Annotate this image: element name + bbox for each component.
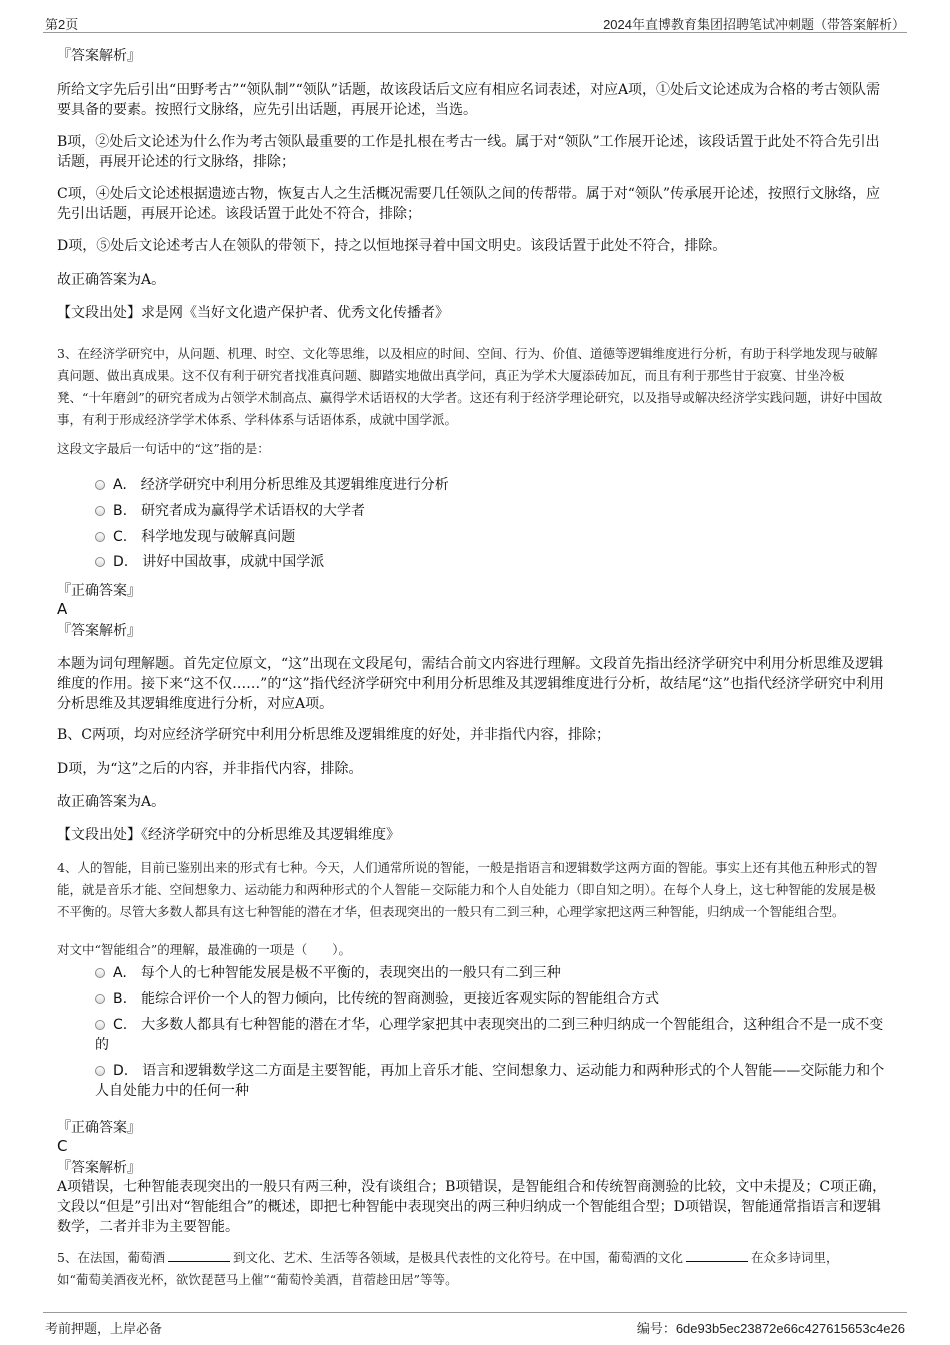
source-citation: 【文段出处】求是网《当好文化遗产保护者、优秀文化传播者》: [57, 305, 449, 321]
page-footer: [43, 1312, 907, 1337]
analysis-paragraph: 所给文字先后引出“田野考古”“领队制”“领队”话题，故该段话后文应有相应名词表述，对应A项，①处后文论述成为合格的考古领队需要具备的要素。按照行文脉络，应先引出话题，再展开论述，当选。: [57, 82, 881, 118]
conclusion: 故正确答案为A。: [57, 794, 166, 810]
analysis-label: 『答案解析』: [57, 623, 141, 639]
radio-button[interactable]: [95, 1066, 105, 1076]
option-d[interactable]: D. 讲好中国故事，成就中国学派: [95, 552, 885, 572]
option-b[interactable]: B. 研究者成为赢得学术话语权的大学者: [95, 501, 885, 521]
radio-button[interactable]: [95, 532, 105, 542]
page-header: [43, 10, 907, 33]
radio-button[interactable]: [95, 968, 105, 978]
option-c[interactable]: C. 科学地发现与破解真问题: [95, 527, 885, 547]
correct-answer-label: 『正确答案』: [57, 1120, 141, 1136]
option-b[interactable]: B. 能综合评价一个人的智力倾向，比传统的智商测验，更接近客观实际的智能组合方式: [95, 989, 885, 1009]
option-a[interactable]: A. 经济学研究中利用分析思维及其逻辑维度进行分析: [95, 475, 885, 495]
radio-button[interactable]: [95, 480, 105, 490]
radio-button[interactable]: [95, 557, 105, 567]
question-stem: 3、在经济学研究中，从问题、机理、时空、文化等思维，以及相应的时间、空间、行为、价值、道德等逻辑维度进行分析，有助于科学地发现与破解真问题、做出真成果。这不仅有利于研究者找准真问题、脚踏实地做出真学问，真正为学术大厦添砖加瓦，而且有利于那些甘于寂寞、甘坐冷板凳、“十年磨剑”的研究者成为占领学术制高点、赢得学术话语权的大学者。这还有利于经济学理论研究，以及指导或解决经济学实践问题，讲好中国故事，有利于形成经济学学术体系、学科体系与话语体系，成就中国学派。: [57, 346, 883, 427]
analysis-paragraph: C项，④处后文论述根据遗迹古物，恢复古人之生活概况需要几任领队之间的传帮带。属于对“领队”传承展开论述，按照行文脉络，应先引出话题，再展开论述。该段话置于此处不符合，排除；: [57, 186, 881, 222]
analysis-label: 『答案解析』: [57, 48, 141, 64]
analysis-paragraph: A项错误，七种智能表现突出的一般只有两三种，没有谈组合；B项错误，是智能组合和传统智商测验的比较，文中未提及；C项正确，文段以“但是”引出对“智能组合”的概述，即把七种智能中表现突出的两三种归纳成一个智能组合型；D项错误，智能通常指语言和逻辑数学，二者并非为主要智能。: [57, 1179, 887, 1235]
question-stem: 4、人的智能，目前已鉴别出来的形式有七种。今天，人们通常所说的智能，一般是指语言和逻辑数学这两方面的智能。事实上还有其他五种形式的智能，就是音乐才能、空间想象力、运动能力和两种形式的个人智能－交际能力和个人自处能力（即自知之明）。在每个人身上，这七种智能的发展是极不平衡的。尽管大多数人都具有这七种智能的潜在才华，但表现突出的一般只有二到三种，心理学家把这两三种智能，归纳成一个智能组合型。: [57, 860, 878, 919]
document-title: 2024年直博教育集团招聘笔试冲刺题（带答案解析）: [603, 17, 905, 32]
footer-slogan: 考前押题，上岸必备: [45, 1321, 163, 1336]
analysis-paragraph: B项，②处后文论述为什么作为考古领队最重要的工作是扎根在考古一线。属于对“领队”工作展开论述，该段话置于此处不符合先引出话题，再展开论述的行文脉络，排除；: [57, 134, 880, 170]
analysis-paragraph: 本题为词句理解题。首先定位原文，“这”出现在文段尾句，需结合前文内容进行理解。文段首先指出经济学研究中利用分析思维及逻辑维度的作用。接下来“这不仅……”的“这”指代经济学研究中利用分析思维及其逻辑维度进行分析，故结尾“这”也指代经济学研究中利用分析思维及其逻辑维度进行分析，对应A项。: [57, 656, 884, 712]
radio-button[interactable]: [95, 1020, 105, 1030]
question-prompt: 对文中“智能组合”的理解，最准确的一项是（ ）。: [57, 942, 352, 957]
source-citation: 【文段出处】《经济学研究中的分析思维及其逻辑维度》: [57, 827, 400, 843]
correct-answer-label: 『正确答案』: [57, 583, 141, 599]
blank-2: [686, 1249, 748, 1262]
question-stem: 5、在法国，葡萄酒 到文化、艺术、生活等各领域，是极具代表性的文化符号。在中国，葡萄酒的文化 在众多诗词里， 如“葡萄美酒夜光杯，欲饮琵琶马上催”“葡萄怜美酒，苜蓿趁田居”等等。: [57, 1250, 839, 1287]
option-d[interactable]: D. 语言和逻辑数学这二方面是主要智能，再加上音乐才能、空间想象力、运动能力和两种形式的个人智能——交际能力和个人自处能力中的任何一种: [95, 1063, 885, 1099]
blank-1: [168, 1249, 230, 1262]
option-a[interactable]: A. 每个人的七种智能发展是极不平衡的，表现突出的一般只有二到三种: [95, 963, 885, 983]
analysis-paragraph: B、C两项，均对应经济学研究中利用分析思维及逻辑维度的好处，并非指代内容，排除；: [57, 727, 610, 743]
question-prompt: 这段文字最后一句话中的“这”指的是：: [57, 441, 270, 456]
analysis-paragraph: D项，⑤处后文论述考古人在领队的带领下，持之以恒地探寻着中国文明史。该段话置于此处不符合，排除。: [57, 238, 727, 254]
conclusion: 故正确答案为A。: [57, 272, 166, 288]
correct-answer: C: [57, 1137, 68, 1155]
correct-answer: A: [57, 600, 68, 618]
radio-button[interactable]: [95, 994, 105, 1004]
analysis-paragraph: D项，为“这”之后的内容，并非指代内容，排除。: [57, 761, 363, 777]
option-c[interactable]: C. 大多数人都具有七种智能的潜在才华，心理学家把其中表现突出的二到三种归纳成一个智能组合，这种组合不是一成不变的: [95, 1017, 884, 1053]
serial-number: 编号：6de93b5ec23872e66c427615653c4e26: [636, 1321, 905, 1336]
analysis-label: 『答案解析』: [57, 1160, 141, 1176]
page-number: 第2页: [45, 17, 79, 32]
radio-button[interactable]: [95, 506, 105, 516]
